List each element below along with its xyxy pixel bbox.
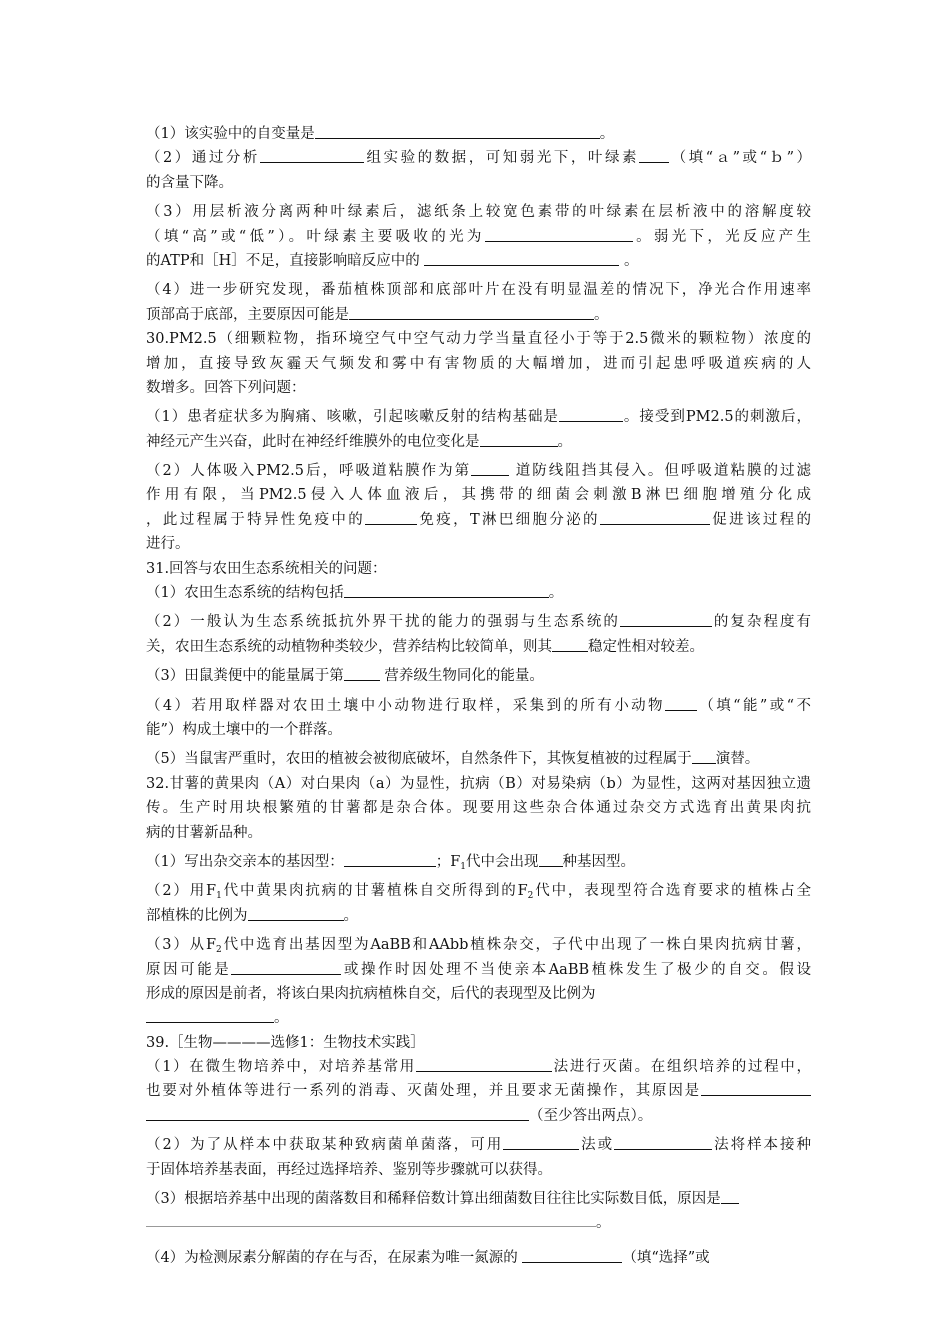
q32-intro-2: 传。生产时用块根繁殖的甘薯都是杂合体。现要用这些杂合体通过杂交方式选育出黄果肉抗	[146, 800, 811, 817]
q32-line-4: （3）从$F_2$代中选育出基因型为AaBB和AAbb植株杂交，子代中出现了一株白果肉抗病甘薯，	[146, 937, 811, 956]
q30-intro-3: 数增多。回答下列问题：	[146, 379, 306, 396]
answer-blank[interactable]	[344, 852, 436, 867]
q31-line-7: （5）当鼠害严重时，农田的植被会被彻底破坏，自然条件下，其恢复植被的过程属于 演替。	[146, 751, 760, 768]
q31-line-6: 能”）构成土壤中的一个群落。	[146, 721, 342, 738]
q39-line-2: 也要对外植体等进行一系列的消毒、灭菌处理，并且要求无菌操作，其原因是	[146, 1079, 811, 1103]
answer-blank[interactable]	[665, 696, 697, 711]
q31-line-1: （1）农田生态系统的结构包括 。	[146, 585, 564, 602]
q31-title: 31.回答与农田生态系统相关的问题：	[146, 560, 387, 577]
q30-line-1: （1）患者症状多为胸痛、咳嗽，引起咳嗽反射的结构基础是 。接受到PM2.5的刺激后，	[146, 409, 811, 426]
q30-line-2: 神经元产生兴奋，此时在神经纤维膜外的电位变化是 。	[146, 433, 572, 450]
q29-line-6: 的ATP和［H］不足，直接影响暗反应中的 。	[146, 252, 639, 269]
q32-line-2: （2）用$F_1$代中黄果肉抗病的甘薯植株自交所得到的$F_2$代中，表现型符合选育要求的植株占全	[146, 883, 812, 902]
q32-line-1: （1）写出杂交亲本的基因型： ；$F_1$代中会出现 种基因型。	[146, 853, 636, 872]
answer-blank[interactable]	[600, 510, 710, 525]
answer-blank[interactable]	[146, 1212, 596, 1227]
q30-intro-1: 30.PM2.5（细颗粒物，指环境空气中空气动力学当量直径小于等于2.5微米的颗粒物）浓度的	[146, 331, 811, 348]
q32-intro-1: 32.甘薯的黄果肉（A）对白果肉（a）为显性，抗病（B）对易染病（b）为显性，这两对基因独立遗	[146, 775, 811, 792]
q30-line-3: （2）人体吸入PM2.5后，呼吸道粘膜作为第 道防线阻挡其侵入。但呼吸道粘膜的过滤	[146, 463, 811, 480]
answer-blank[interactable]	[424, 251, 619, 266]
q29-line-5: （填“高”或“低”）。叶绿素主要吸收的光为 。弱光下，光反应产生	[146, 228, 812, 245]
q31-line-5: （4）若用取样器对农田土壤中小动物进行取样，采集到的所有小动物 （填“能”或“不	[146, 697, 811, 714]
q32-line-3: 部植株的比例为 。	[146, 907, 358, 924]
answer-blank[interactable]	[522, 1248, 622, 1263]
answer-blank[interactable]	[539, 852, 563, 867]
answer-blank[interactable]	[701, 1081, 811, 1096]
answer-blank[interactable]	[552, 637, 588, 652]
q39-line-3: （至少答出两点）。	[146, 1104, 811, 1128]
q29-line-7: （4）进一步研究发现，番茄植株顶部和底部叶片在没有明显温差的情况下，净光合作用速率	[146, 282, 811, 299]
exam-page	[146, 122, 811, 1270]
q30-line-4: 作用有限，当PM2.5侵入人体血液后，其携带的细菌会刺激B淋巴细胞增殖分化成	[146, 487, 811, 504]
q39-line-1: （1）在微生物培养中，对培养基常用 法进行灭菌。在组织培养的过程中，	[146, 1059, 811, 1076]
answer-blank[interactable]	[146, 1106, 529, 1121]
answer-blank[interactable]	[620, 612, 712, 627]
answer-blank[interactable]	[639, 148, 669, 163]
q31-line-4: （3）田鼠粪便中的能量属于第 营养级生物同化的能量。	[146, 668, 544, 685]
answer-blank[interactable]	[721, 1189, 739, 1204]
answer-blank[interactable]	[471, 461, 509, 476]
answer-blank[interactable]	[559, 407, 623, 422]
answer-blank[interactable]	[344, 583, 549, 598]
q39-line-4: （2）为了从样本中获取某种致病菌单菌落，可用 法或 法将样本接种	[146, 1137, 811, 1154]
q29-line-3: 的含量下降。	[146, 174, 233, 191]
q39-line-8: （4）为检测尿素分解菌的存在与否，在尿素为唯一氮源的 （填“选择”或	[146, 1249, 710, 1266]
q29-line-4: （3）用层析液分离两种叶绿素后，滤纸条上较宽色素带的叶绿素在层析液中的溶解度较	[146, 204, 811, 221]
q30-line-6: 进行。	[146, 536, 190, 553]
answer-blank[interactable]	[315, 124, 600, 139]
answer-blank[interactable]	[480, 432, 558, 447]
answer-blank[interactable]	[260, 148, 364, 163]
q30-line-5: ，此过程属于特异性免疫中的 免疫，T淋巴细胞分泌的 促进该过程的	[146, 511, 812, 528]
q29-line-1: （1）该实验中的自变量是 。	[146, 126, 615, 142]
q29-line-8: 顶部高于底部，主要原因可能是 。	[146, 306, 609, 323]
q39-line-6: （3）根据培养基中出现的菌落数目和稀释倍数计算出细菌数目往往比实际数目低，原因是	[146, 1187, 811, 1211]
q29-line-2: （2）通过分析 组实验的数据，可知弱光下，叶绿素 （填“ａ”或“ｂ”）	[146, 150, 812, 167]
q30-intro-2: 增加，直接导致灰霾天气频发和雾中有害物质的大幅增加，进而引起患呼吸道疾病的人	[146, 355, 811, 372]
q39-line-5: 于固体培养基表面，再经过选择培养、鉴别等步骤就可以获得。	[146, 1161, 552, 1178]
q31-line-3: 关，农田生态系统的动植物种类较少，营养结构比较简单，则其 稳定性相对较差。	[146, 638, 704, 655]
q39-line-7: 。	[146, 1211, 811, 1235]
answer-blank[interactable]	[146, 1008, 274, 1023]
answer-blank[interactable]	[692, 749, 716, 764]
answer-blank[interactable]	[344, 666, 380, 681]
q32-line-7: 。	[146, 1006, 811, 1030]
answer-blank[interactable]	[503, 1135, 579, 1150]
answer-blank[interactable]	[365, 510, 417, 525]
q32-intro-3: 病的甘薯新品种。	[146, 824, 262, 841]
q39-title: 39.［生物————选修1：生物技术实践］	[146, 1034, 425, 1051]
q31-line-2: （2）一般认为生态系统抵抗外界干扰的能力的强弱与生态系统的 的复杂程度有	[146, 614, 811, 631]
answer-blank[interactable]	[231, 960, 341, 975]
answer-blank[interactable]	[349, 305, 594, 320]
q32-line-6: 形成的原因是前者，将该白果肉抗病植株自交，后代的表现型及比例为	[146, 985, 596, 1002]
answer-blank[interactable]	[248, 906, 344, 921]
answer-blank[interactable]	[614, 1135, 712, 1150]
q32-line-5: 原因可能是 或操作时因处理不当使亲本AaBB植株发生了极少的自交。假设	[146, 961, 811, 978]
answer-blank[interactable]	[416, 1057, 552, 1072]
answer-blank[interactable]	[485, 227, 633, 242]
